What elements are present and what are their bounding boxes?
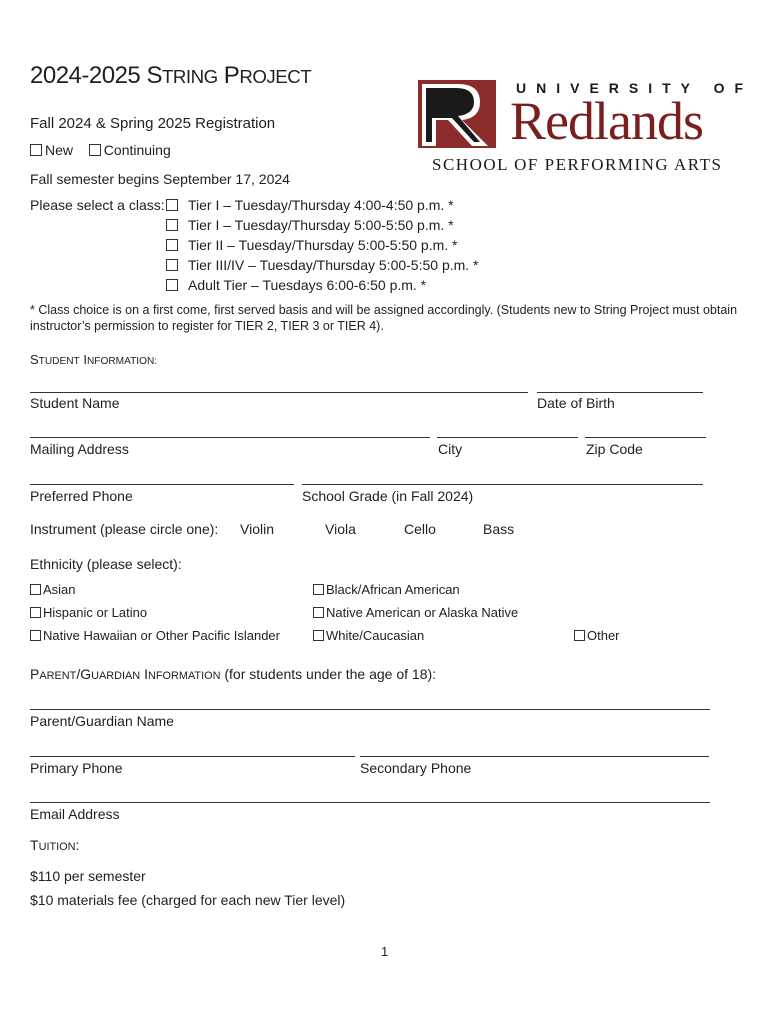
class-option: Tier III/IV – Tuesday/Thursday 5:00-5:50 p.m. * (166, 255, 479, 275)
page-title: 2024-2025 STRING PROJECT (30, 62, 312, 89)
ethnicity-option: Other (574, 628, 620, 643)
email-label: Email Address (30, 806, 120, 822)
ethnicity-checkbox[interactable] (313, 584, 324, 595)
class-option: Tier I – Tuesday/Thursday 5:00-5:50 p.m. * (166, 215, 479, 235)
parent-info-heading: PARENT/GUARDIAN INFORMATION (for students under the age of 18): (30, 666, 437, 682)
registration-subtitle: Fall 2024 & Spring 2025 Registration (30, 115, 276, 132)
university-logo (418, 80, 754, 180)
parent-name-label: Parent/Guardian Name (30, 713, 174, 729)
dob-label: Date of Birth (537, 395, 615, 411)
tuition-semester-fee: $110 per semester (30, 868, 146, 884)
instrument-label: Instrument (please circle one): (30, 521, 219, 537)
city-label: City (438, 441, 463, 457)
ethnicity-checkbox[interactable] (313, 630, 324, 641)
dob-field[interactable] (537, 392, 703, 393)
zip-field[interactable] (585, 437, 706, 438)
continuing-label: Continuing (103, 142, 171, 158)
student-info-heading: STUDENT INFORMATION: (30, 352, 158, 367)
ethnicity-option: Black/African American (313, 582, 460, 597)
ethnicity-option: Hispanic or Latino (30, 605, 147, 620)
student-name-field[interactable] (30, 392, 528, 393)
preferred-phone-field[interactable] (30, 484, 294, 485)
ethnicity-option: Native American or Alaska Native (313, 605, 518, 620)
class-option: Adult Tier – Tuesdays 6:00-6:50 p.m. * (166, 275, 479, 295)
student-name-label: Student Name (30, 395, 120, 411)
redlands-r-icon (418, 80, 496, 148)
ethnicity-label: Ethnicity (please select): (30, 556, 182, 572)
preferred-phone-label: Preferred Phone (30, 488, 133, 504)
primary-phone-label: Primary Phone (30, 760, 123, 776)
zip-label: Zip Code (586, 441, 643, 457)
logo-redlands-text: Redlands (510, 91, 703, 151)
ethnicity-checkbox[interactable] (574, 630, 585, 641)
ethnicity-checkbox[interactable] (313, 607, 324, 618)
instrument-option-bass[interactable]: Bass (483, 521, 515, 537)
parent-name-field[interactable] (30, 709, 710, 710)
continuing-checkbox[interactable] (89, 144, 101, 156)
ethnicity-checkbox[interactable] (30, 630, 41, 641)
logo-school-text: SCHOOL OF PERFORMING ARTS (432, 155, 723, 174)
class-checkbox[interactable] (166, 199, 178, 211)
secondary-phone-label: Secondary Phone (360, 760, 472, 776)
class-option: Tier II – Tuesday/Thursday 5:00-5:50 p.m. * (166, 235, 479, 255)
class-checkbox[interactable] (166, 259, 178, 271)
city-field[interactable] (437, 437, 578, 438)
instrument-option-violin[interactable]: Violin (240, 521, 274, 537)
class-checkbox[interactable] (166, 219, 178, 231)
primary-phone-field[interactable] (30, 756, 355, 757)
class-option: Tier I – Tuesday/Thursday 4:00-4:50 p.m. * (166, 195, 479, 215)
new-label: New (45, 142, 74, 158)
semester-start: Fall semester begins September 17, 2024 (30, 171, 290, 187)
ethnicity-option: Native Hawaiian or Other Pacific Islander (30, 628, 280, 643)
class-checkbox[interactable] (166, 279, 178, 291)
school-grade-label: School Grade (in Fall 2024) (302, 488, 474, 504)
ethnicity-checkbox[interactable] (30, 607, 41, 618)
page-number: 1 (381, 944, 389, 959)
ethnicity-option: White/Caucasian (313, 628, 424, 643)
registration-type (30, 142, 171, 158)
mailing-address-label: Mailing Address (30, 441, 129, 457)
class-checkbox[interactable] (166, 239, 178, 251)
ethnicity-checkbox[interactable] (30, 584, 41, 595)
instrument-option-viola[interactable]: Viola (325, 521, 356, 537)
new-checkbox[interactable] (30, 144, 42, 156)
logo-university-text: UNIVERSITY OF (516, 80, 754, 96)
school-grade-field[interactable] (302, 484, 703, 485)
class-options (166, 195, 479, 295)
mailing-address-field[interactable] (30, 437, 430, 438)
class-select-label: Please select a class: (30, 197, 165, 213)
class-choice-note: * Class choice is on a first come, first served basis and will be assigned accordingly. (Students new to String Project must obtain instructor’s permission to register for TIER 2, TIER 3 or TIER 4). (30, 303, 738, 333)
email-field[interactable] (30, 802, 710, 803)
ethnicity-option: Asian (30, 582, 76, 597)
tuition-heading: TUITION: (30, 837, 80, 853)
instrument-option-cello[interactable]: Cello (404, 521, 436, 537)
tuition-materials-fee: $10 materials fee (charged for each new Tier level) (30, 892, 346, 908)
secondary-phone-field[interactable] (360, 756, 709, 757)
